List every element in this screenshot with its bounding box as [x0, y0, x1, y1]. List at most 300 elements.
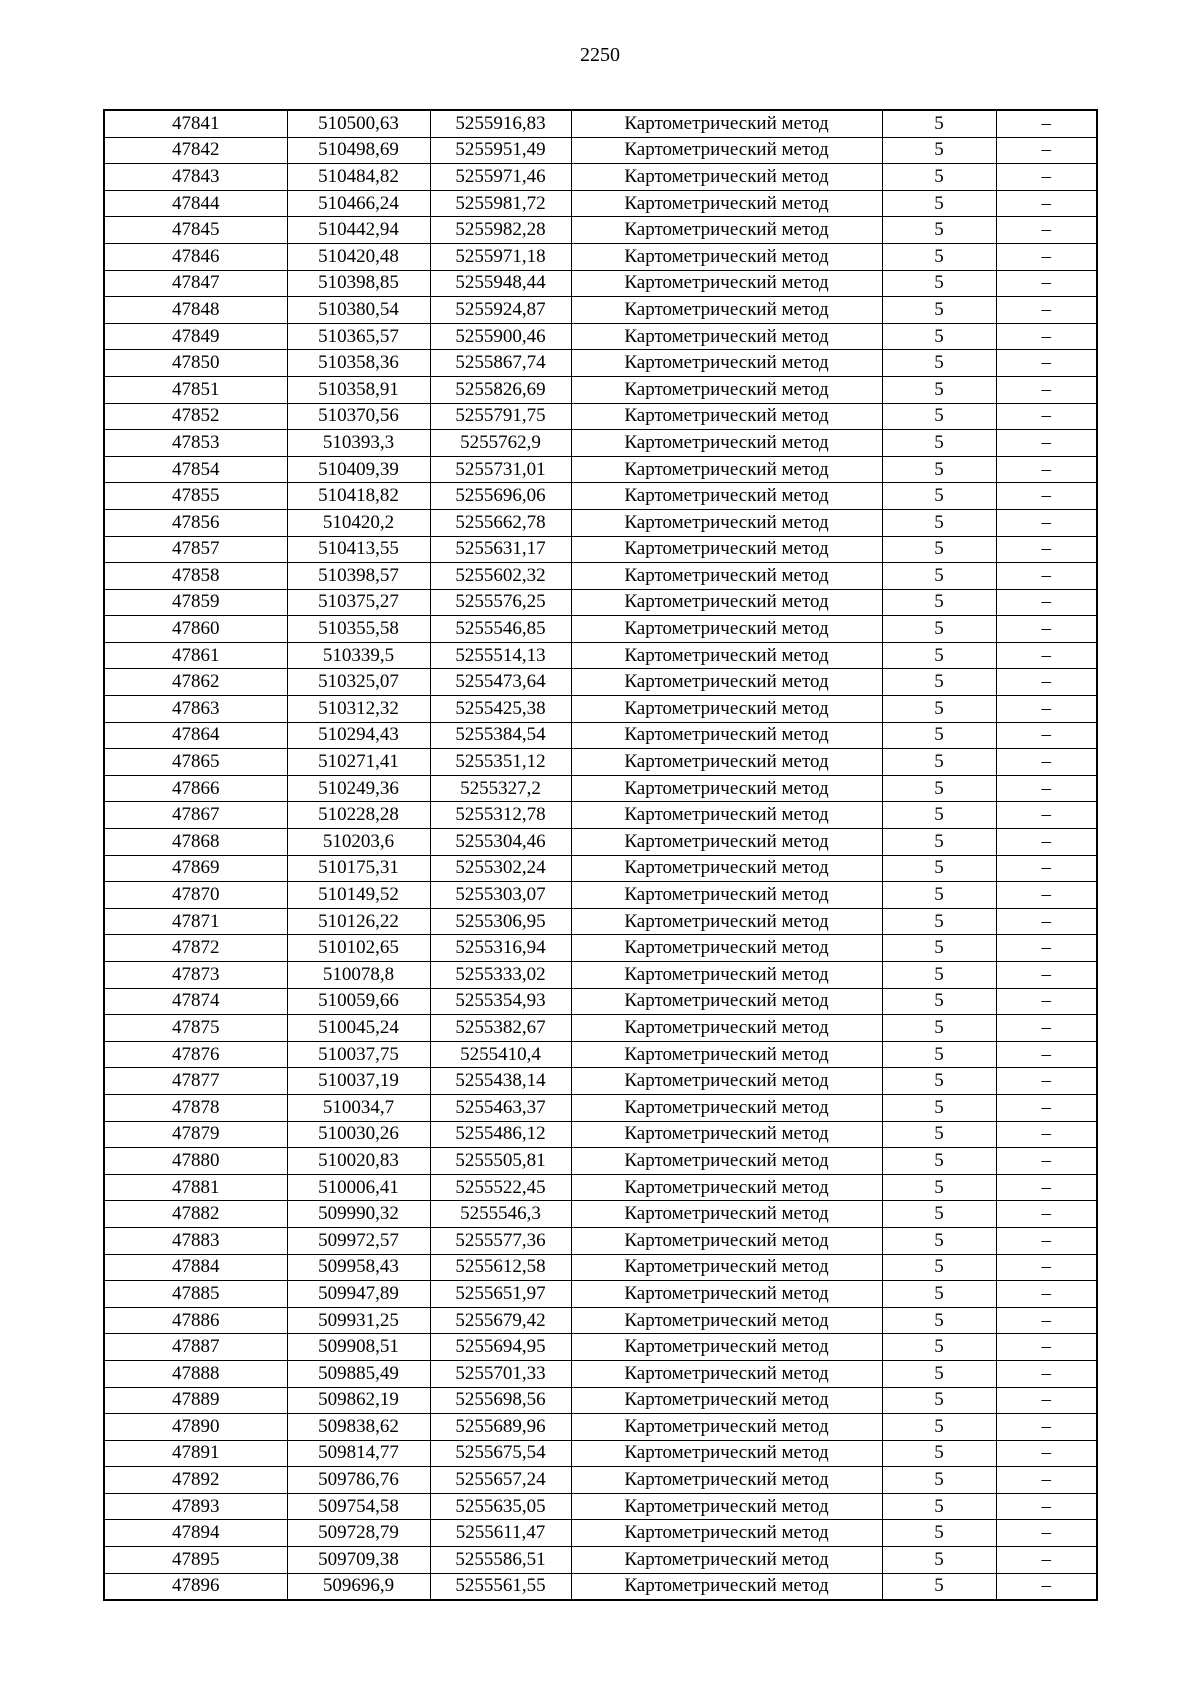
point-number-cell: 47884: [104, 1254, 287, 1281]
table-row: [104, 1068, 1097, 1095]
note-cell: –: [996, 1227, 1097, 1254]
accuracy-cell: 5: [882, 616, 996, 643]
y-coordinate-cell: 5255900,46: [430, 323, 571, 350]
y-coordinate-cell: 5255333,02: [430, 962, 571, 989]
note-cell: –: [996, 1334, 1097, 1361]
y-coordinate-cell: 5255410,4: [430, 1041, 571, 1068]
table-row: [104, 1547, 1097, 1574]
point-number-cell: 47879: [104, 1121, 287, 1148]
point-number-cell: 47848: [104, 297, 287, 324]
point-number-cell: 47864: [104, 722, 287, 749]
point-number-cell: 47887: [104, 1334, 287, 1361]
table-row: [104, 1148, 1097, 1175]
note-cell: –: [996, 483, 1097, 510]
y-coordinate-cell: 5255694,95: [430, 1334, 571, 1361]
x-coordinate-cell: 510339,5: [287, 642, 430, 669]
accuracy-cell: 5: [882, 1254, 996, 1281]
point-number-cell: 47856: [104, 509, 287, 536]
note-cell: –: [996, 1068, 1097, 1095]
method-cell: Картометрический метод: [571, 1547, 882, 1574]
y-coordinate-cell: 5255612,58: [430, 1254, 571, 1281]
note-cell: –: [996, 403, 1097, 430]
x-coordinate-cell: 510380,54: [287, 297, 430, 324]
x-coordinate-cell: 510059,66: [287, 988, 430, 1015]
note-cell: –: [996, 1041, 1097, 1068]
accuracy-cell: 5: [882, 1467, 996, 1494]
table-row: [104, 908, 1097, 935]
accuracy-cell: 5: [882, 1414, 996, 1441]
point-number-cell: 47874: [104, 988, 287, 1015]
point-number-cell: 47891: [104, 1440, 287, 1467]
y-coordinate-cell: 5255981,72: [430, 190, 571, 217]
note-cell: –: [996, 722, 1097, 749]
table-row: [104, 1573, 1097, 1600]
accuracy-cell: 5: [882, 855, 996, 882]
note-cell: –: [996, 1201, 1097, 1228]
point-number-cell: 47885: [104, 1281, 287, 1308]
method-cell: Картометрический метод: [571, 855, 882, 882]
point-number-cell: 47845: [104, 217, 287, 244]
y-coordinate-cell: 5255384,54: [430, 722, 571, 749]
table-row: [104, 1467, 1097, 1494]
y-coordinate-cell: 5255486,12: [430, 1121, 571, 1148]
accuracy-cell: 5: [882, 669, 996, 696]
note-cell: –: [996, 430, 1097, 457]
y-coordinate-cell: 5255561,55: [430, 1573, 571, 1600]
method-cell: Картометрический метод: [571, 1573, 882, 1600]
method-cell: Картометрический метод: [571, 483, 882, 510]
method-cell: Картометрический метод: [571, 988, 882, 1015]
note-cell: –: [996, 350, 1097, 377]
method-cell: Картометрический метод: [571, 217, 882, 244]
method-cell: Картометрический метод: [571, 1201, 882, 1228]
table-row: [104, 1121, 1097, 1148]
accuracy-cell: 5: [882, 642, 996, 669]
point-number-cell: 47846: [104, 243, 287, 270]
table-row: [104, 137, 1097, 164]
y-coordinate-cell: 5255586,51: [430, 1547, 571, 1574]
table-row: [104, 802, 1097, 829]
table-row: [104, 855, 1097, 882]
method-cell: Картометрический метод: [571, 1307, 882, 1334]
table-row: [104, 1015, 1097, 1042]
x-coordinate-cell: 510037,19: [287, 1068, 430, 1095]
y-coordinate-cell: 5255826,69: [430, 376, 571, 403]
note-cell: –: [996, 589, 1097, 616]
method-cell: Картометрический метод: [571, 297, 882, 324]
method-cell: Картометрический метод: [571, 1281, 882, 1308]
table-row: [104, 1520, 1097, 1547]
note-cell: –: [996, 323, 1097, 350]
note-cell: –: [996, 137, 1097, 164]
method-cell: Картометрический метод: [571, 1015, 882, 1042]
point-number-cell: 47842: [104, 137, 287, 164]
accuracy-cell: 5: [882, 1307, 996, 1334]
accuracy-cell: 5: [882, 722, 996, 749]
point-number-cell: 47866: [104, 775, 287, 802]
y-coordinate-cell: 5255473,64: [430, 669, 571, 696]
y-coordinate-cell: 5255303,07: [430, 882, 571, 909]
x-coordinate-cell: 510413,55: [287, 536, 430, 563]
method-cell: Картометрический метод: [571, 882, 882, 909]
x-coordinate-cell: 510355,58: [287, 616, 430, 643]
y-coordinate-cell: 5255306,95: [430, 908, 571, 935]
note-cell: –: [996, 297, 1097, 324]
accuracy-cell: 5: [882, 1334, 996, 1361]
accuracy-cell: 5: [882, 882, 996, 909]
x-coordinate-cell: 510045,24: [287, 1015, 430, 1042]
note-cell: –: [996, 1094, 1097, 1121]
method-cell: Картометрический метод: [571, 243, 882, 270]
note-cell: –: [996, 456, 1097, 483]
table-row: [104, 722, 1097, 749]
table-row: [104, 1254, 1097, 1281]
accuracy-cell: 5: [882, 483, 996, 510]
point-number-cell: 47869: [104, 855, 287, 882]
table-row: [104, 1094, 1097, 1121]
note-cell: –: [996, 935, 1097, 962]
x-coordinate-cell: 509728,79: [287, 1520, 430, 1547]
accuracy-cell: 5: [882, 1201, 996, 1228]
coordinates-table: [103, 109, 1098, 1601]
method-cell: Картометрический метод: [571, 1520, 882, 1547]
accuracy-cell: 5: [882, 456, 996, 483]
accuracy-cell: 5: [882, 775, 996, 802]
table-row: [104, 190, 1097, 217]
accuracy-cell: 5: [882, 270, 996, 297]
table-row: [104, 376, 1097, 403]
accuracy-cell: 5: [882, 217, 996, 244]
note-cell: –: [996, 217, 1097, 244]
accuracy-cell: 5: [882, 1547, 996, 1574]
accuracy-cell: 5: [882, 962, 996, 989]
point-number-cell: 47872: [104, 935, 287, 962]
note-cell: –: [996, 1387, 1097, 1414]
accuracy-cell: 5: [882, 403, 996, 430]
method-cell: Картометрический метод: [571, 1041, 882, 1068]
note-cell: –: [996, 190, 1097, 217]
note-cell: –: [996, 1174, 1097, 1201]
y-coordinate-cell: 5255698,56: [430, 1387, 571, 1414]
table-row: [104, 1174, 1097, 1201]
method-cell: Картометрический метод: [571, 1440, 882, 1467]
method-cell: Картометрический метод: [571, 456, 882, 483]
y-coordinate-cell: 5255602,32: [430, 563, 571, 590]
x-coordinate-cell: 510078,8: [287, 962, 430, 989]
table-row: [104, 456, 1097, 483]
y-coordinate-cell: 5255546,3: [430, 1201, 571, 1228]
accuracy-cell: 5: [882, 1387, 996, 1414]
x-coordinate-cell: 510037,75: [287, 1041, 430, 1068]
x-coordinate-cell: 510420,48: [287, 243, 430, 270]
point-number-cell: 47896: [104, 1573, 287, 1600]
y-coordinate-cell: 5255867,74: [430, 350, 571, 377]
y-coordinate-cell: 5255463,37: [430, 1094, 571, 1121]
accuracy-cell: 5: [882, 536, 996, 563]
accuracy-cell: 5: [882, 509, 996, 536]
accuracy-cell: 5: [882, 1121, 996, 1148]
table-row: [104, 110, 1097, 137]
note-cell: –: [996, 1148, 1097, 1175]
y-coordinate-cell: 5255577,36: [430, 1227, 571, 1254]
note-cell: –: [996, 802, 1097, 829]
y-coordinate-cell: 5255982,28: [430, 217, 571, 244]
point-number-cell: 47890: [104, 1414, 287, 1441]
x-coordinate-cell: 510149,52: [287, 882, 430, 909]
y-coordinate-cell: 5255662,78: [430, 509, 571, 536]
y-coordinate-cell: 5255675,54: [430, 1440, 571, 1467]
point-number-cell: 47875: [104, 1015, 287, 1042]
x-coordinate-cell: 509786,76: [287, 1467, 430, 1494]
accuracy-cell: 5: [882, 696, 996, 723]
note-cell: –: [996, 882, 1097, 909]
table-row: [104, 669, 1097, 696]
method-cell: Картометрический метод: [571, 1148, 882, 1175]
point-number-cell: 47841: [104, 110, 287, 137]
y-coordinate-cell: 5255438,14: [430, 1068, 571, 1095]
note-cell: –: [996, 1015, 1097, 1042]
note-cell: –: [996, 855, 1097, 882]
table-row: [104, 403, 1097, 430]
note-cell: –: [996, 1467, 1097, 1494]
point-number-cell: 47870: [104, 882, 287, 909]
y-coordinate-cell: 5255689,96: [430, 1414, 571, 1441]
point-number-cell: 47849: [104, 323, 287, 350]
y-coordinate-cell: 5255522,45: [430, 1174, 571, 1201]
method-cell: Картометрический метод: [571, 1414, 882, 1441]
method-cell: Картометрический метод: [571, 403, 882, 430]
table-row: [104, 536, 1097, 563]
point-number-cell: 47855: [104, 483, 287, 510]
y-coordinate-cell: 5255382,67: [430, 1015, 571, 1042]
x-coordinate-cell: 510312,32: [287, 696, 430, 723]
table-row: [104, 1414, 1097, 1441]
accuracy-cell: 5: [882, 297, 996, 324]
note-cell: –: [996, 1254, 1097, 1281]
y-coordinate-cell: 5255951,49: [430, 137, 571, 164]
y-coordinate-cell: 5255316,94: [430, 935, 571, 962]
x-coordinate-cell: 510126,22: [287, 908, 430, 935]
accuracy-cell: 5: [882, 988, 996, 1015]
accuracy-cell: 5: [882, 1360, 996, 1387]
point-number-cell: 47865: [104, 749, 287, 776]
accuracy-cell: 5: [882, 350, 996, 377]
table-row: [104, 217, 1097, 244]
y-coordinate-cell: 5255696,06: [430, 483, 571, 510]
x-coordinate-cell: 509709,38: [287, 1547, 430, 1574]
table-row: [104, 1440, 1097, 1467]
point-number-cell: 47861: [104, 642, 287, 669]
accuracy-cell: 5: [882, 1573, 996, 1600]
table-row: [104, 270, 1097, 297]
method-cell: Картометрический метод: [571, 350, 882, 377]
table-row: [104, 589, 1097, 616]
note-cell: –: [996, 164, 1097, 191]
point-number-cell: 47847: [104, 270, 287, 297]
method-cell: Картометрический метод: [571, 190, 882, 217]
note-cell: –: [996, 563, 1097, 590]
note-cell: –: [996, 749, 1097, 776]
method-cell: Картометрический метод: [571, 137, 882, 164]
method-cell: Картометрический метод: [571, 642, 882, 669]
x-coordinate-cell: 509990,32: [287, 1201, 430, 1228]
accuracy-cell: 5: [882, 1493, 996, 1520]
table-row: [104, 1307, 1097, 1334]
point-number-cell: 47862: [104, 669, 287, 696]
accuracy-cell: 5: [882, 589, 996, 616]
method-cell: Картометрический метод: [571, 935, 882, 962]
point-number-cell: 47867: [104, 802, 287, 829]
point-number-cell: 47880: [104, 1148, 287, 1175]
table-row: [104, 297, 1097, 324]
table-row: [104, 962, 1097, 989]
table-row: [104, 1201, 1097, 1228]
y-coordinate-cell: 5255425,38: [430, 696, 571, 723]
y-coordinate-cell: 5255971,46: [430, 164, 571, 191]
point-number-cell: 47878: [104, 1094, 287, 1121]
note-cell: –: [996, 642, 1097, 669]
y-coordinate-cell: 5255354,93: [430, 988, 571, 1015]
x-coordinate-cell: 510325,07: [287, 669, 430, 696]
y-coordinate-cell: 5255312,78: [430, 802, 571, 829]
note-cell: –: [996, 536, 1097, 563]
x-coordinate-cell: 509814,77: [287, 1440, 430, 1467]
note-cell: –: [996, 243, 1097, 270]
table-row: [104, 1041, 1097, 1068]
note-cell: –: [996, 616, 1097, 643]
point-number-cell: 47888: [104, 1360, 287, 1387]
y-coordinate-cell: 5255924,87: [430, 297, 571, 324]
point-number-cell: 47873: [104, 962, 287, 989]
accuracy-cell: 5: [882, 908, 996, 935]
method-cell: Картометрический метод: [571, 1254, 882, 1281]
accuracy-cell: 5: [882, 190, 996, 217]
table-row: [104, 1227, 1097, 1254]
x-coordinate-cell: 510420,2: [287, 509, 430, 536]
method-cell: Картометрический метод: [571, 536, 882, 563]
accuracy-cell: 5: [882, 376, 996, 403]
method-cell: Картометрический метод: [571, 1094, 882, 1121]
accuracy-cell: 5: [882, 1041, 996, 1068]
x-coordinate-cell: 510294,43: [287, 722, 430, 749]
accuracy-cell: 5: [882, 1227, 996, 1254]
method-cell: Картометрический метод: [571, 669, 882, 696]
x-coordinate-cell: 510365,57: [287, 323, 430, 350]
x-coordinate-cell: 510249,36: [287, 775, 430, 802]
note-cell: –: [996, 110, 1097, 137]
x-coordinate-cell: 510358,91: [287, 376, 430, 403]
accuracy-cell: 5: [882, 802, 996, 829]
table-body: [104, 110, 1097, 1600]
note-cell: –: [996, 509, 1097, 536]
x-coordinate-cell: 510409,39: [287, 456, 430, 483]
table-row: [104, 775, 1097, 802]
point-number-cell: 47850: [104, 350, 287, 377]
table-row: [104, 642, 1097, 669]
method-cell: Картометрический метод: [571, 775, 882, 802]
method-cell: Картометрический метод: [571, 563, 882, 590]
accuracy-cell: 5: [882, 563, 996, 590]
note-cell: –: [996, 270, 1097, 297]
method-cell: Картометрический метод: [571, 1174, 882, 1201]
method-cell: Картометрический метод: [571, 376, 882, 403]
table-row: [104, 509, 1097, 536]
x-coordinate-cell: 509696,9: [287, 1573, 430, 1600]
y-coordinate-cell: 5255576,25: [430, 589, 571, 616]
accuracy-cell: 5: [882, 430, 996, 457]
note-cell: –: [996, 908, 1097, 935]
method-cell: Картометрический метод: [571, 802, 882, 829]
table-row: [104, 563, 1097, 590]
accuracy-cell: 5: [882, 164, 996, 191]
y-coordinate-cell: 5255302,24: [430, 855, 571, 882]
point-number-cell: 47851: [104, 376, 287, 403]
method-cell: Картометрический метод: [571, 1467, 882, 1494]
table-row: [104, 829, 1097, 856]
y-coordinate-cell: 5255631,17: [430, 536, 571, 563]
note-cell: –: [996, 1573, 1097, 1600]
x-coordinate-cell: 510271,41: [287, 749, 430, 776]
x-coordinate-cell: 510203,6: [287, 829, 430, 856]
x-coordinate-cell: 510498,69: [287, 137, 430, 164]
note-cell: –: [996, 1547, 1097, 1574]
accuracy-cell: 5: [882, 1520, 996, 1547]
method-cell: Картометрический метод: [571, 1387, 882, 1414]
method-cell: Картометрический метод: [571, 749, 882, 776]
y-coordinate-cell: 5255948,44: [430, 270, 571, 297]
x-coordinate-cell: 510393,3: [287, 430, 430, 457]
point-number-cell: 47858: [104, 563, 287, 590]
table-row: [104, 350, 1097, 377]
point-number-cell: 47863: [104, 696, 287, 723]
table-row: [104, 1334, 1097, 1361]
point-number-cell: 47857: [104, 536, 287, 563]
accuracy-cell: 5: [882, 110, 996, 137]
note-cell: –: [996, 1414, 1097, 1441]
method-cell: Картометрический метод: [571, 509, 882, 536]
method-cell: Картометрический метод: [571, 589, 882, 616]
method-cell: Картометрический метод: [571, 270, 882, 297]
x-coordinate-cell: 510398,85: [287, 270, 430, 297]
y-coordinate-cell: 5255327,2: [430, 775, 571, 802]
accuracy-cell: 5: [882, 749, 996, 776]
table-row: [104, 696, 1097, 723]
point-number-cell: 47853: [104, 430, 287, 457]
point-number-cell: 47882: [104, 1201, 287, 1228]
note-cell: –: [996, 829, 1097, 856]
x-coordinate-cell: 510418,82: [287, 483, 430, 510]
x-coordinate-cell: 509754,58: [287, 1493, 430, 1520]
y-coordinate-cell: 5255731,01: [430, 456, 571, 483]
table-row: [104, 430, 1097, 457]
table-row: [104, 935, 1097, 962]
accuracy-cell: 5: [882, 1281, 996, 1308]
note-cell: –: [996, 696, 1097, 723]
point-number-cell: 47860: [104, 616, 287, 643]
point-number-cell: 47844: [104, 190, 287, 217]
accuracy-cell: 5: [882, 1148, 996, 1175]
point-number-cell: 47889: [104, 1387, 287, 1414]
x-coordinate-cell: 509947,89: [287, 1281, 430, 1308]
x-coordinate-cell: 510020,83: [287, 1148, 430, 1175]
x-coordinate-cell: 509908,51: [287, 1334, 430, 1361]
point-number-cell: 47852: [104, 403, 287, 430]
accuracy-cell: 5: [882, 935, 996, 962]
method-cell: Картометрический метод: [571, 1493, 882, 1520]
method-cell: Картометрический метод: [571, 1121, 882, 1148]
note-cell: –: [996, 962, 1097, 989]
method-cell: Картометрический метод: [571, 1068, 882, 1095]
